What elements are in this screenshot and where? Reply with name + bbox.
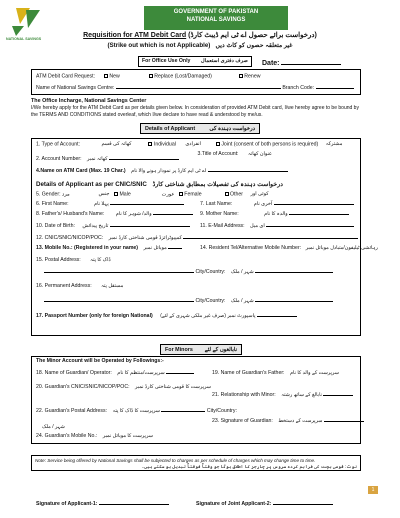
- date-field[interactable]: [262, 60, 341, 68]
- guardian-signature-label: 23. Signature of Guardian:: [212, 418, 273, 424]
- last-name-urdu: آخری نام: [253, 201, 273, 207]
- guardian-address-urdu: سرپرست کا ڈاک کا پتہ: [112, 408, 160, 414]
- gender-row: [36, 192, 269, 198]
- new-checkbox[interactable]: [104, 74, 108, 78]
- cnic-details-urdu: درخواست دہندہ کی تفصیلات بمطابق شناختی کارڈ: [152, 181, 283, 188]
- permanent-city-urdu: شہر / ملک: [230, 298, 254, 304]
- minors-box: [31, 356, 361, 444]
- first-name-label: 6. First Name:: [36, 201, 69, 207]
- guardian-father-field: [212, 371, 339, 377]
- alt-mobile-urdu: رہائشی ٹیلیفون/متبادل موبائل نمبر: [305, 245, 378, 251]
- guardian-signature-input-line[interactable]: [324, 421, 364, 422]
- mother-name-label: 9. Mother Name:: [200, 211, 239, 217]
- email-urdu: ای میل: [250, 223, 265, 229]
- charges-note: [31, 455, 361, 471]
- father-name-input-line[interactable]: [153, 214, 193, 215]
- guardian-mobile-urdu: سرپرست کا موبائل نمبر: [102, 433, 153, 439]
- national-savings-logo: [6, 6, 54, 46]
- dob-input-line[interactable]: [110, 226, 190, 227]
- passport-urdu: پاسپورٹ نمبر (صرف غیر ملکی شہری کے لئے): [160, 313, 256, 319]
- office-use-area: [31, 69, 361, 95]
- logo-text: NATIONAL SAVINGS: [6, 37, 42, 41]
- form-title: [60, 32, 340, 40]
- passport-input-line[interactable]: [257, 316, 297, 317]
- relationship-input-line[interactable]: [323, 395, 353, 396]
- account-number-label: 2. Account Number:: [36, 156, 82, 162]
- relationship-urdu: نابالغ کے ساتھ رشتہ: [281, 392, 322, 398]
- mother-name-urdu: والدہ کا نام: [264, 211, 288, 217]
- guardian-city-urdu-row: [42, 425, 65, 431]
- permanent-address-field: [36, 284, 123, 290]
- cnic-details-heading: [36, 181, 283, 188]
- gender-label: 5. Gender:: [36, 191, 61, 198]
- note-english: Note: Service being offered by National Savings shall be subjected to charges as per schedule of charges which may change time to time.: [35, 457, 316, 463]
- postal-city-input-line[interactable]: [255, 272, 333, 273]
- alt-mobile-label: 14. Resident Tel/Alternative Mobile Number:: [200, 245, 302, 251]
- account-number-urdu: کھاتہ نمبر: [87, 156, 108, 162]
- banner-line-2: NATIONAL SAVINGS: [186, 16, 246, 23]
- first-name-urdu: پہلا نام: [94, 201, 109, 207]
- guardian-cnic-label: 20. Guardian's CNIC/SNIC/NICOP/POC:: [36, 384, 130, 390]
- permanent-address-urdu: مستقل پتہ: [101, 283, 124, 289]
- new-label: New: [109, 73, 120, 80]
- postal-address-input-line[interactable]: [44, 272, 194, 273]
- other-label: Other: [230, 191, 243, 198]
- guardian-signature-urdu: سرپرست کے دستخط: [278, 418, 323, 424]
- card-name-max: (Max. 19 Char.): [89, 168, 126, 174]
- last-name-input-line[interactable]: [274, 204, 354, 205]
- card-name-label: 4.Name on ATM Card: [36, 168, 88, 174]
- guardian-address-label: 22. Guardian's Postal Address:: [36, 408, 108, 414]
- strike-note-urdu: غیر متعلقہ حصوں کو کاٹ دیں: [215, 42, 293, 49]
- renew-checkbox[interactable]: [239, 74, 243, 78]
- form-subtitle: [60, 42, 340, 49]
- account-type-urdu: کھاتہ کی قسم: [101, 141, 132, 148]
- other-checkbox[interactable]: [225, 192, 229, 196]
- guardian-signature-field: [212, 419, 364, 425]
- government-banner: [144, 6, 288, 30]
- postal-address-label: 15. Postal Address:: [36, 257, 81, 263]
- applicant-section-header: [140, 123, 260, 134]
- note-urdu: نوٹ: قومی بچت کی فراہم کردہ سروس پر چارجز کا اطلاق ہوگا جو وقتاً فوقتاً تبدیل ہو سکتے ہیں۔: [141, 463, 357, 469]
- mother-name-field: [200, 212, 349, 218]
- guardian-address-input-line[interactable]: [161, 411, 205, 412]
- guardian-address-field: [36, 409, 237, 415]
- card-request-row: [36, 74, 260, 80]
- strike-note-english: (Strike out which is not Applicable): [107, 42, 211, 49]
- joint-urdu: مشترکہ: [325, 141, 343, 148]
- permanent-address-input-line[interactable]: [44, 301, 194, 302]
- permanent-address-line2: [44, 299, 333, 305]
- applicant-1-signature-line[interactable]: [99, 504, 169, 505]
- mobile-field: [36, 246, 182, 252]
- applicant-1-signature: [36, 502, 169, 508]
- account-type-label: 1. Type of Account:: [36, 141, 81, 148]
- applicant-header-urdu: درخواست دہندہ کی: [209, 125, 255, 132]
- dob-field: [36, 224, 190, 230]
- account-number-field: [36, 157, 179, 163]
- last-name-label: 7. Last Name:: [200, 201, 233, 207]
- first-name-input-line[interactable]: [110, 204, 184, 205]
- mobile-urdu: موبائل نمبر: [143, 245, 167, 251]
- postal-city-label: City/Country:: [195, 269, 226, 275]
- guardian-cnic-urdu: سرپرست کا قومی شناختی کارڈ نمبر: [134, 384, 211, 390]
- applicant-2-signature-line[interactable]: [273, 504, 333, 505]
- title-english: Requisition for ATM Debit Card: [83, 32, 187, 39]
- guardian-cnic-field: [36, 385, 211, 391]
- male-urdu: مرد: [61, 191, 70, 198]
- guardian-name-field: [36, 371, 194, 377]
- mother-name-input-line[interactable]: [289, 214, 349, 215]
- applicant-2-signature: [196, 502, 333, 508]
- guardian-name-urdu: سرپرست/منتظم کا نام: [117, 370, 165, 376]
- email-field: [200, 224, 354, 230]
- guardian-father-urdu: سرپرست کے والد کا نام: [289, 370, 339, 376]
- father-name-label: 8. Father's/ Husband's Name:: [36, 211, 105, 217]
- centre-input-line[interactable]: [116, 88, 281, 89]
- date-input-line[interactable]: [281, 64, 341, 65]
- permanent-address-label: 16. Permanent Address:: [36, 283, 92, 289]
- card-request-label: ATM Debit Card Request:: [36, 73, 96, 80]
- card-name-urdu: اے ٹی ایم کارڈ پر نمودار ہونے والا نام: [131, 168, 207, 174]
- passport-field: [36, 314, 297, 320]
- banner-line-1: GOVERNMENT OF PAKISTAN: [173, 9, 259, 15]
- guardian-mobile-field: [36, 434, 153, 440]
- last-name-field: [200, 202, 354, 208]
- relationship-label: 21. Relationship with Minor:: [212, 392, 276, 398]
- email-label: 11. E-Mail Address:: [200, 223, 245, 229]
- cnic-details-english: Details of Applicant as per CNIC/SNIC: [36, 181, 147, 188]
- postal-city-urdu: شہر / ملک: [230, 269, 254, 275]
- postal-address-field: [36, 258, 111, 264]
- applicant-2-signature-label: Signature of Joint Applicant-2:: [196, 501, 272, 507]
- addressee: The Office Incharge, National Savings Center: [31, 98, 147, 104]
- office-use-box: [138, 56, 252, 67]
- dob-label: 10. Date of Birth:: [36, 223, 75, 229]
- female-checkbox[interactable]: [179, 192, 183, 196]
- alt-mobile-field: [200, 246, 378, 252]
- guardian-mobile-label: 24. Guardian's Mobile No.:: [36, 433, 98, 439]
- centre-row: [36, 86, 354, 92]
- other-urdu: کوئی اور: [250, 191, 269, 198]
- passport-label: 17. Passport Number (only for foreign National): [36, 313, 153, 319]
- guardian-city-label: City/Country:: [206, 408, 237, 414]
- guardian-city-urdu: شہر / ملک: [42, 424, 65, 430]
- male-label: Male: [119, 191, 131, 198]
- postal-address-line2: [44, 270, 333, 276]
- title-urdu: (درخواست برائے حصول اے ٹی ایم ڈیبٹ کارڈ): [188, 32, 317, 39]
- applicant-1-signature-label: Signature of Applicant-1:: [36, 501, 98, 507]
- guardian-name-input-line[interactable]: [166, 373, 194, 374]
- first-name-field: [36, 202, 184, 208]
- father-name-urdu: والد/ شوہر کا نام: [115, 211, 152, 217]
- account-type-row: [36, 142, 342, 148]
- relationship-field: [212, 393, 353, 399]
- individual-label: Individual: [153, 141, 176, 148]
- email-input-line[interactable]: [266, 226, 354, 227]
- replace-checkbox[interactable]: [149, 74, 153, 78]
- joint-label: Joint (consent of both persons is required): [221, 141, 319, 148]
- renew-label: Renew: [244, 73, 261, 80]
- applicant-details-box: [31, 138, 378, 336]
- mobile-input-line[interactable]: [168, 248, 182, 249]
- account-title-urdu: عنوان کھاتہ: [247, 151, 273, 157]
- joint-checkbox[interactable]: [216, 142, 220, 146]
- declaration-text: I/We hereby apply for the ATM Debit Card as per details given below. In consideration of provided ATM Debit card, I/we hereby agree to be bound by the TERMS AND CONDITIONS stated overleaf, which I/we declare to have read & understood by me/us.: [31, 105, 359, 118]
- date-label: Date:: [262, 60, 280, 67]
- card-name-input-line[interactable]: [208, 171, 288, 172]
- cnic-urdu: کمپیوٹرائزڈ قومی شناختی کارڈ نمبر: [108, 235, 182, 241]
- account-number-input-line[interactable]: [109, 159, 179, 160]
- branch-code-input-line[interactable]: [316, 88, 354, 89]
- individual-urdu: انفرادی: [185, 141, 201, 148]
- guardian-father-label: 19. Name of Guardian's Father:: [212, 370, 285, 376]
- minors-intro: The Minor Account will be Operated by Followings:-: [36, 358, 164, 364]
- cnic-label: 12. CNIC/SNIC/NICOP/POC:: [36, 235, 104, 241]
- father-name-field: [36, 212, 193, 218]
- male-checkbox[interactable]: [114, 192, 118, 196]
- centre-label: Name of National Savings Centre:: [36, 85, 115, 91]
- mobile-label: 13. Mobile No.: (Registered in your name): [36, 245, 139, 251]
- replace-label: Replace (Lost/Damaged): [154, 73, 212, 80]
- postal-address-urdu: ڈاک کا پتہ: [90, 257, 111, 263]
- applicant-header-english: Details of Applicant: [145, 125, 196, 132]
- minors-header-urdu: نابالغوں کے لئے: [204, 346, 237, 353]
- branch-code-label: Branch Code:: [282, 85, 315, 91]
- permanent-city-label: City/Country:: [195, 298, 226, 304]
- office-use-urdu: صرف دفتری استعمال: [200, 58, 248, 64]
- minors-section-header: [160, 344, 242, 355]
- guardian-name-label: 18. Name of Guardian/ Operator:: [36, 370, 112, 376]
- account-title-label: 3.Title of Account:: [197, 151, 239, 157]
- card-name-row: [36, 169, 288, 175]
- cnic-input-line[interactable]: [183, 238, 358, 239]
- permanent-city-input-line[interactable]: [255, 301, 333, 302]
- minors-header-english: For Minors: [165, 346, 193, 353]
- gender-urdu: جنس: [98, 191, 110, 198]
- page-number-tab: 1: [368, 486, 378, 494]
- individual-checkbox[interactable]: [148, 142, 152, 146]
- dob-urdu: تاریخ پیدائش: [82, 223, 109, 229]
- cnic-field: [36, 236, 358, 242]
- female-urdu: عورت: [161, 191, 175, 198]
- female-label: Female: [184, 191, 202, 198]
- office-use-english: For Office Use Only: [142, 58, 191, 64]
